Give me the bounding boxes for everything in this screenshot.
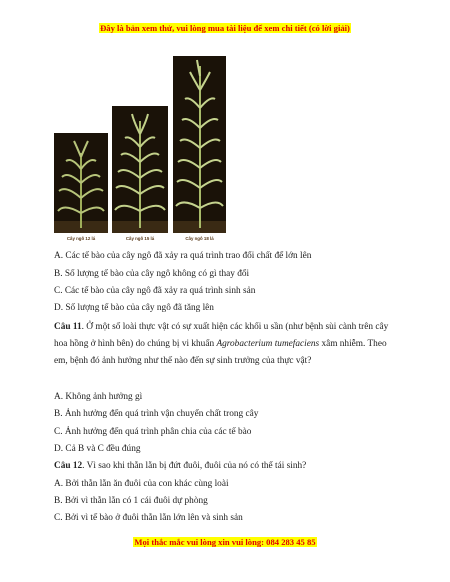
question-text: xâm nhiễm. Theo em, bệnh đó ảnh hưởng như thế nào đến sự sinh trưởng của thực vật? bbox=[54, 339, 387, 367]
corn-plant-illustration bbox=[112, 106, 168, 233]
question-text: . Vì sao khi thằn lằn bị đứt đuôi, đuôi của nó có thể tái sinh? bbox=[82, 461, 307, 471]
corn-plant-illustration bbox=[173, 56, 226, 233]
corn-18-leaves-image bbox=[173, 56, 226, 233]
figure-caption: Cây ngô 18 lá bbox=[185, 236, 214, 241]
option-b: B. Số lượng tế bào của cây ngô không có gì thay đổi bbox=[54, 269, 250, 279]
corn-growth-figure bbox=[54, 56, 226, 246]
contact-banner bbox=[0, 537, 450, 547]
question-12 bbox=[54, 460, 414, 472]
figure-caption: Cây ngô 15 lá bbox=[125, 236, 155, 241]
corn-plant-illustration bbox=[54, 133, 108, 233]
bacterium-name: Agrobacterium tumefaciens bbox=[216, 339, 320, 350]
option-b: B. Ảnh hưởng đến quá trình vận chuyển chất trong cây bbox=[54, 409, 259, 419]
option-c: C. Ảnh hưởng đến quá trình phân chia của các tế bào bbox=[54, 427, 252, 437]
figure-caption: Cây ngô 12 lá bbox=[66, 236, 96, 241]
corn-15-leaves-image bbox=[112, 106, 168, 233]
option-c: C. Bởi vì tế bào ở đuôi thằn lằn lớn lên và sinh sản bbox=[54, 513, 243, 523]
option-a: A. Không ảnh hưởng gì bbox=[54, 392, 143, 402]
option-b: B. Bởi vì thằn lằn có 1 cái đuôi dự phòng bbox=[54, 496, 208, 506]
option-a: A. Bởi thằn lằn ăn đuôi của con khác cùng loài bbox=[54, 479, 229, 489]
preview-banner bbox=[0, 23, 450, 33]
corn-12-leaves-image bbox=[54, 133, 108, 233]
question-number: Câu 12 bbox=[54, 461, 83, 471]
option-d: D. Số lượng tế bào của cây ngô đã tăng lên bbox=[54, 303, 214, 313]
option-c: C. Các tế bào của cây ngô đã xảy ra quá trình sinh sản bbox=[54, 286, 256, 296]
question-number: Câu 11 bbox=[54, 322, 82, 332]
contact-banner-text: Mọi thắc mắc vui lòng xin vui lòng: 084 283 45 85 bbox=[134, 537, 316, 547]
question-11 bbox=[54, 319, 396, 371]
option-d: D. Cả B và C đều đúng bbox=[54, 444, 141, 454]
option-a: A. Các tế bào của cây ngô đã xảy ra quá trình trao đổi chất để lớn lên bbox=[54, 251, 312, 261]
preview-banner-text: Đây là bản xem thử, vui lòng mua tài liệu để xem chi tiết (có lời giải) bbox=[100, 23, 350, 33]
question-text: . Ở một số loài thực vật có sự xuất hiện các khối u sần (như bệnh sùi cành trên cây hoa hồng ở hình bên) do chúng bị vi khuẩn bbox=[54, 322, 389, 350]
